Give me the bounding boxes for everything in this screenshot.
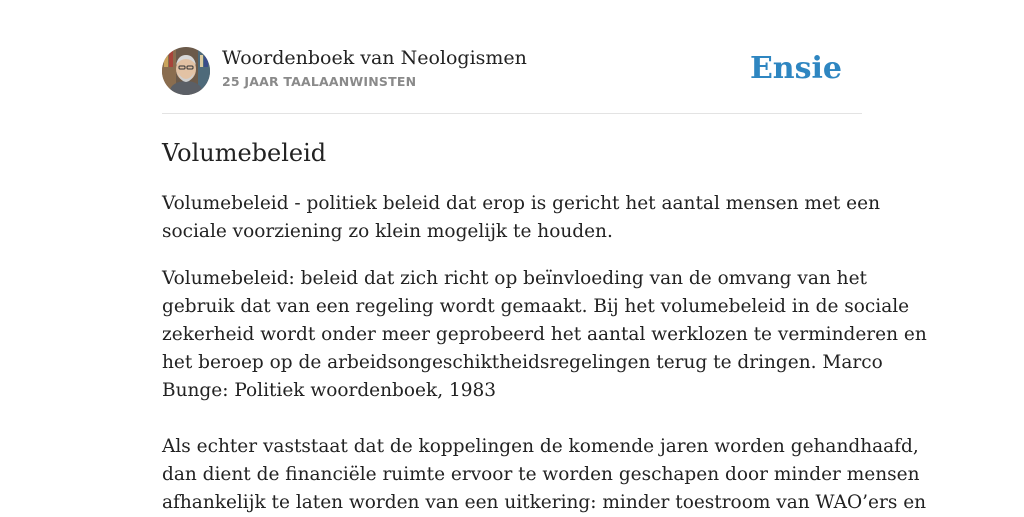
citation-paragraph — [162, 265, 927, 405]
text-line: Volumebeleid: beleid dat zich richt op beïnvloeding van de omvang van het — [162, 268, 867, 289]
author-portrait-icon — [162, 47, 210, 95]
text-line: Volumebeleid - politiek beleid dat erop is gericht het aantal mensen met een — [162, 193, 880, 214]
text-line: zekerheid wordt onder meer geprobeerd het aantal werklozen te verminderen en — [162, 324, 927, 345]
ensie-logo-link[interactable]: Ensie — [749, 51, 842, 86]
text-line: afhankelijk te laten worden van een uitkering: minder toestroom van WAO’ers en — [162, 492, 927, 513]
text-line: sociale voorziening zo klein mogelijk te houden. — [162, 221, 613, 242]
text-line: het beroep op de arbeidsongeschiktheidsregelingen terug te dringen. Marco — [162, 352, 883, 373]
author-name[interactable]: Woordenboek van Neologismen — [222, 47, 527, 69]
page-title: Volumebeleid — [162, 139, 327, 167]
text-line: dan dient de financiële ruimte ervoor te worden geschapen door minder mensen — [162, 464, 920, 485]
page-content — [162, 0, 927, 513]
definition-paragraph — [162, 190, 880, 246]
text-line: gebruik dat van een regeling wordt gemaakt. Bij het volumebeleid in de sociale — [162, 296, 910, 317]
citation-paragraph — [162, 433, 927, 517]
text-line: Bunge: Politiek woordenboek, 1983 — [162, 380, 497, 401]
author-avatar[interactable] — [162, 47, 210, 95]
author-tagline: 25 JAAR TAALAANWINSTEN — [222, 74, 417, 89]
site-header — [162, 0, 862, 114]
text-line: Als echter vaststaat dat de koppelingen de komende jaren worden gehandhaafd, — [162, 436, 919, 457]
